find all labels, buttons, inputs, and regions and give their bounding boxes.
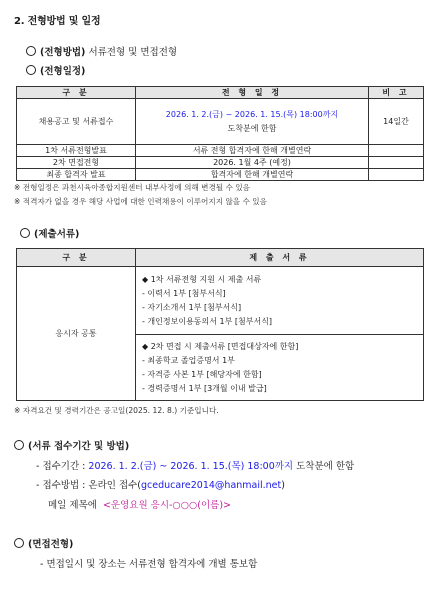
docs-stage2 [136, 335, 424, 401]
docs-label: (제출서류) [34, 229, 80, 240]
schedule-table [16, 86, 424, 181]
docs-stage1-title: ◆ 1차 서류전형 지원 시 제출 서류 [142, 274, 262, 284]
circle-bullet-icon [14, 440, 24, 450]
email-link[interactable]: gceducare2014@hanmail.net [141, 480, 282, 491]
table-row [17, 99, 424, 145]
mail-subject: <운영요원 응시-○○○(이름)> [102, 500, 232, 511]
schedule-header-note: 비 고 [369, 87, 424, 99]
schedule-header-category: 구 분 [17, 87, 136, 99]
docs-header-category: 구 분 [17, 249, 136, 267]
schedule-note [369, 145, 424, 157]
method-label: (전형방법) [40, 47, 86, 58]
schedule-category: 2차 면접전형 [17, 157, 136, 169]
list-item: - 자기소개서 1부 [첨부서식] [142, 302, 242, 312]
period-heading [14, 438, 129, 452]
method-line [26, 44, 177, 58]
schedule-note-2: ※ 적격자가 없을 경우 해당 사업에 대한 인력채용이 이루어지지 않을 수 있음 [14, 197, 267, 206]
docs-table [16, 248, 424, 401]
schedule-note-1: ※ 전형일정은 과천시육아종합지원센터 내부사정에 의해 변경될 수 있음 [14, 183, 250, 192]
interview-text: - 면접일시 및 장소는 서류전형 합격자에 개별 통보함 [40, 559, 258, 570]
list-item: - 자격증 사본 1부 [해당자에 한함] [142, 369, 262, 379]
table-row [17, 145, 424, 157]
method-apply-line: - 접수방법 : 온라인 접수(gceducare2014@hanmail.net) [36, 480, 285, 491]
mail-subject-line: 메일 제목에 <운영요원 응시-○○○(이름)> [48, 500, 232, 511]
period-value: 2026. 1. 2.(금) ~ 2026. 1. 15.(목) 18:00까지 [88, 461, 294, 472]
interview-label: (면접전형) [28, 539, 74, 550]
schedule-note [369, 157, 424, 169]
docs-note: ※ 자격요건 및 경력기간은 공고일(2025. 12. 8.) 기준입니다. [14, 406, 219, 415]
schedule-date: 합격자에 한해 개별연락 [136, 169, 369, 181]
docs-applicant: 응시자 공통 [17, 267, 136, 401]
circle-bullet-icon [20, 228, 30, 238]
schedule-note: 14일간 [369, 99, 424, 145]
interview-heading [14, 536, 73, 550]
schedule-category: 최종 합격자 발표 [17, 169, 136, 181]
method-text: 서류전형 및 면접전형 [88, 47, 178, 58]
docs-stage1 [136, 267, 424, 335]
schedule-date: 2026. 1월 4주 (예정) [136, 157, 369, 169]
schedule-category: 채용공고 및 서류접수 [17, 99, 136, 145]
section-title: 2. 전형방법 및 일정 [14, 16, 101, 27]
circle-bullet-icon [26, 46, 36, 56]
schedule-header-schedule: 전 형 일 정 [136, 87, 369, 99]
circle-bullet-icon [14, 538, 24, 548]
schedule-label: (전형일정) [40, 66, 86, 77]
docs-heading [20, 226, 79, 240]
period-label: (서류 접수기간 및 방법) [28, 441, 130, 452]
schedule-date: 2026. 1. 2.(금) ~ 2026. 1. 15.(목) 18:00까지 도착분에 한함 [136, 99, 369, 145]
table-row [17, 169, 424, 181]
list-item: - 개인정보이용동의서 1부 [첨부서식] [142, 316, 273, 326]
schedule-category: 1차 서류전형발표 [17, 145, 136, 157]
table-row [17, 157, 424, 169]
list-item: - 최종학교 졸업증명서 1부 [142, 355, 235, 365]
table-row [17, 267, 424, 335]
schedule-heading [26, 63, 85, 77]
list-item: - 이력서 1부 [첨부서식] [142, 288, 226, 298]
schedule-date: 서류 전형 합격자에 한해 개별연락 [136, 145, 369, 157]
period-line: - 접수기간 : 2026. 1. 2.(금) ~ 2026. 1. 15.(목) 18:00까지 도착분에 한함 [36, 461, 355, 472]
docs-header-documents: 제 출 서 류 [136, 249, 424, 267]
circle-bullet-icon [26, 65, 36, 75]
list-item: - 경력증명서 1부 [3개월 이내 발급] [142, 383, 267, 393]
docs-stage2-title: ◆ 2차 면접 시 제출서류 [면접대상자에 한함] [142, 341, 299, 351]
schedule-note [369, 169, 424, 181]
